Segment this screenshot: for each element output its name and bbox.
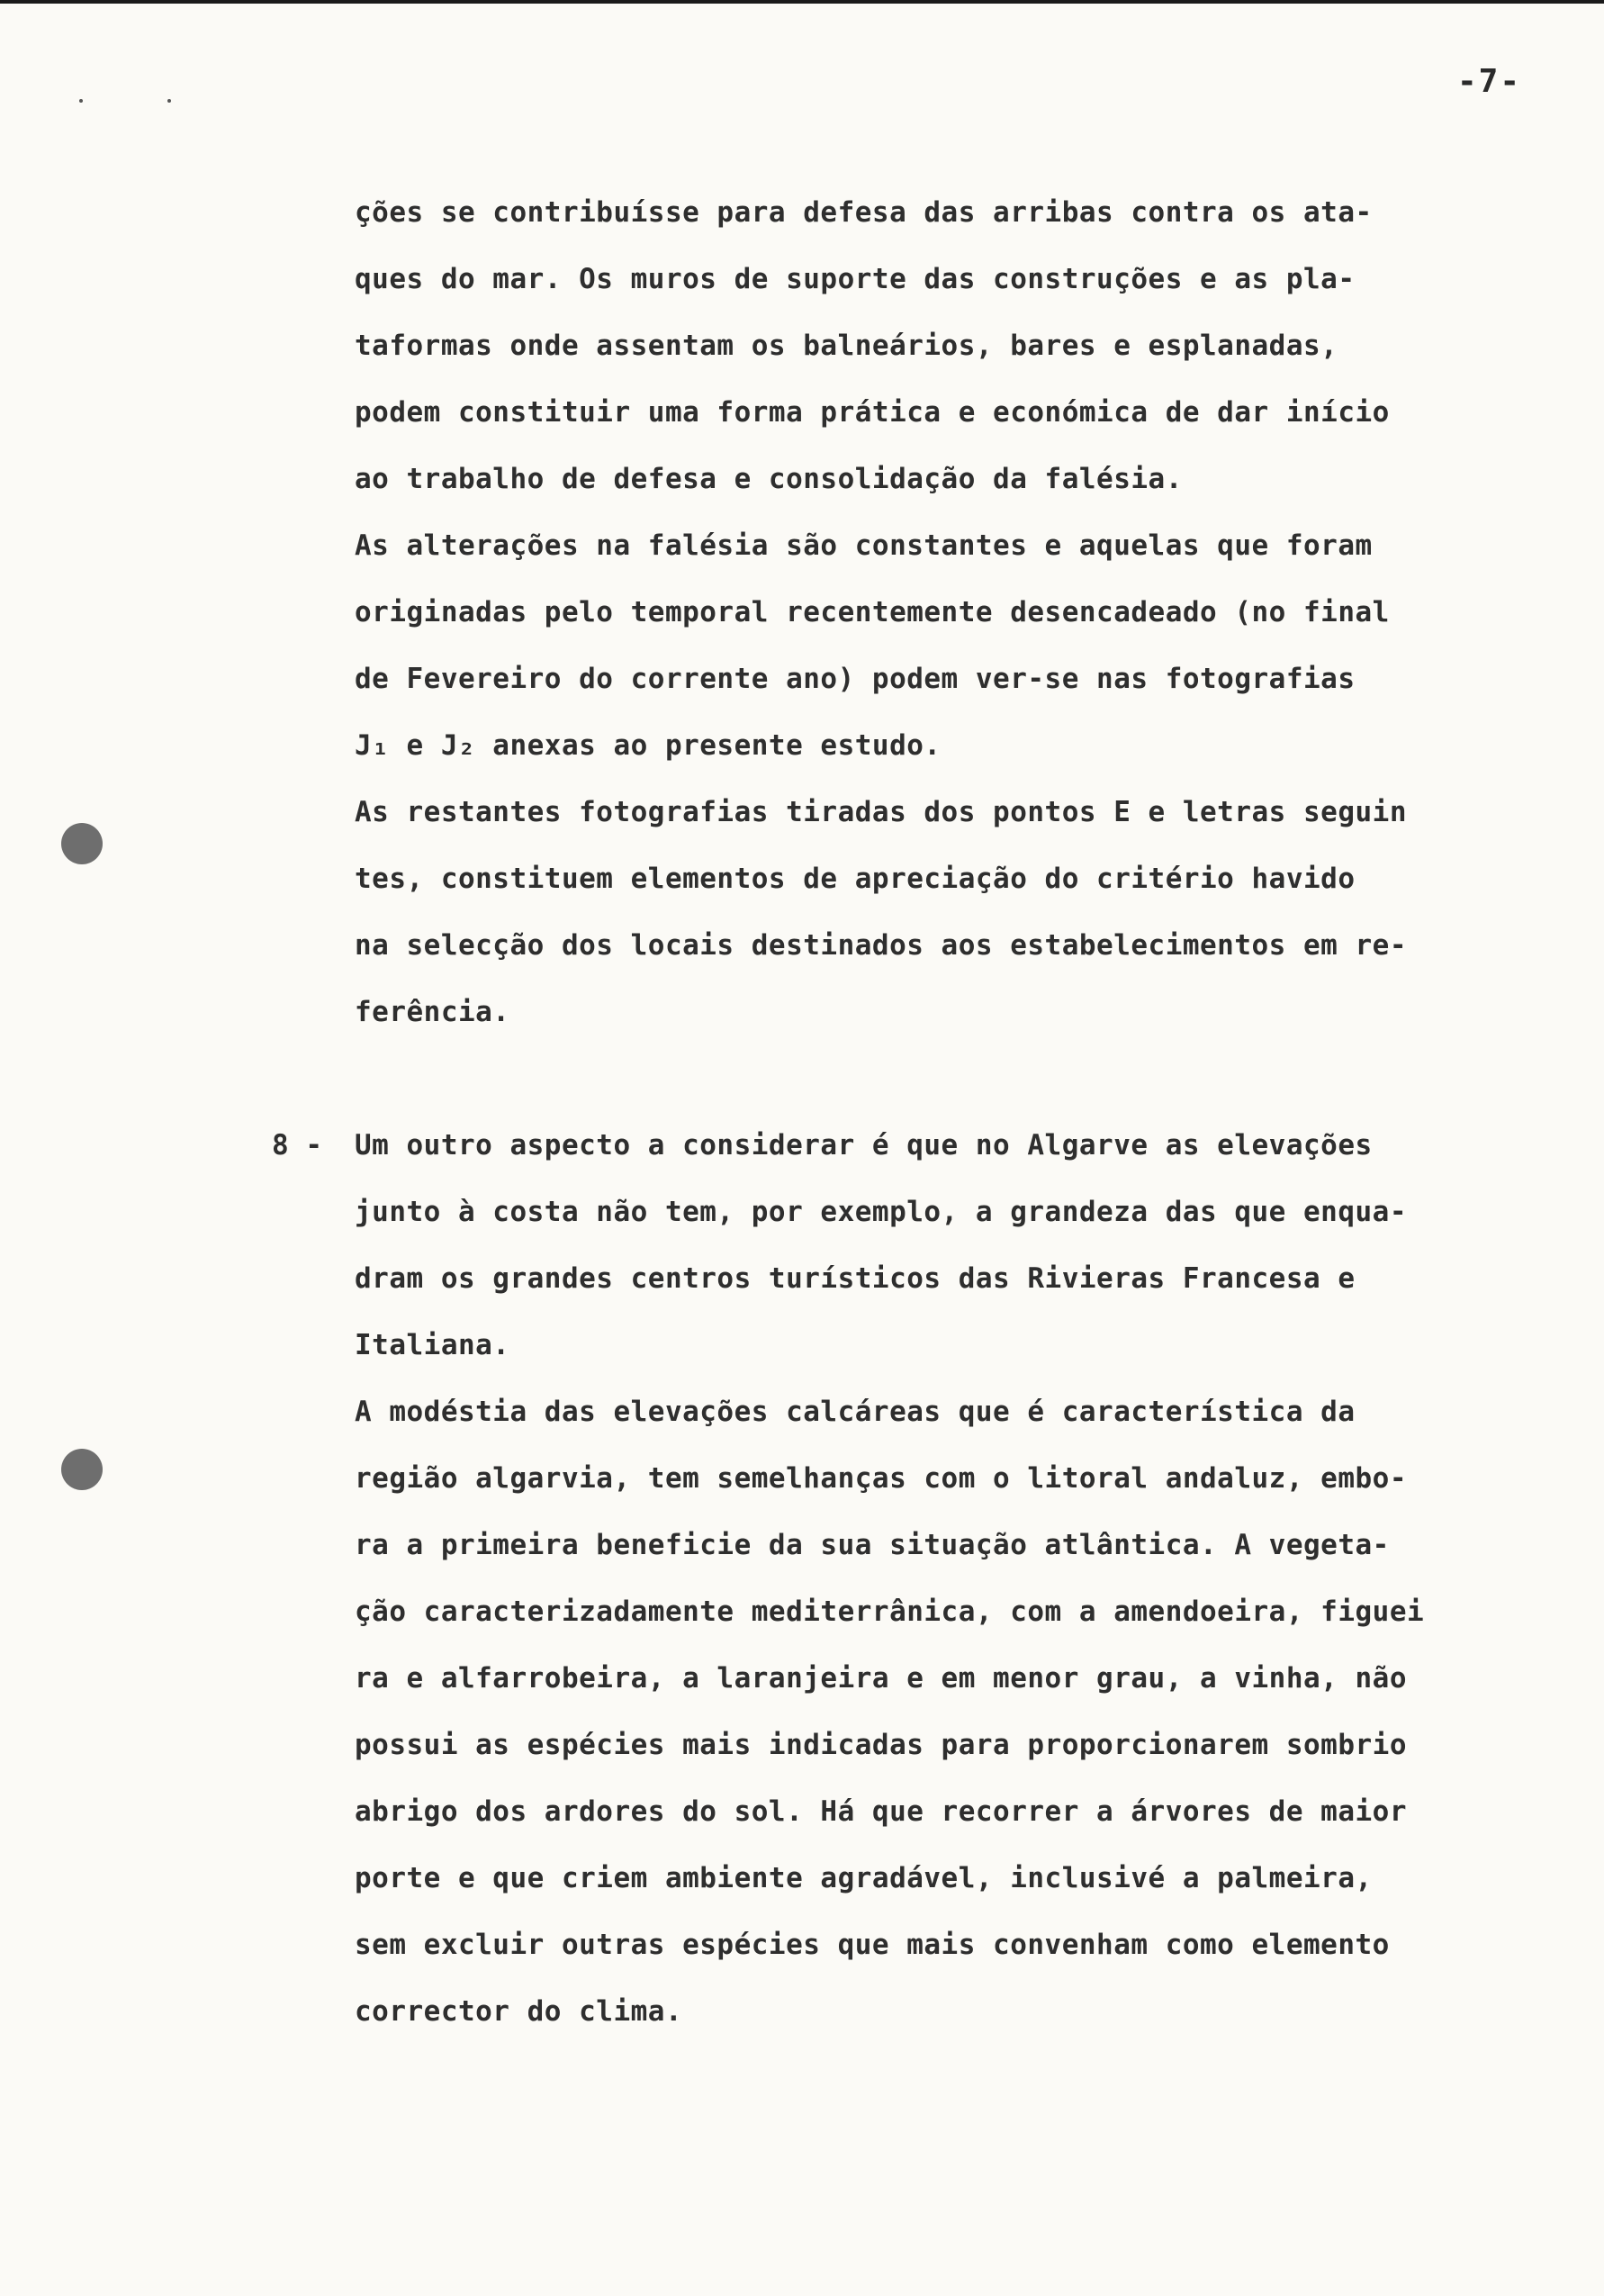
text-line: porte e que criem ambiente agradável, inclusivé a palmeira, xyxy=(355,1862,1373,1894)
punch-hole xyxy=(61,1449,103,1490)
text-line: sem excluir outras espécies que mais convenham como elemento xyxy=(355,1929,1390,1961)
text-line: podem constituir uma forma prática e económica de dar início xyxy=(355,396,1390,429)
text-line: corrector do clima. xyxy=(355,1995,683,2028)
section-marker: 8 - xyxy=(272,1129,322,1162)
speck xyxy=(79,99,83,103)
text-line: Um outro aspecto a considerar é que no Algarve as elevações xyxy=(355,1129,1373,1162)
text-line: ções se contribuísse para defesa das arribas contra os ata- xyxy=(355,196,1373,229)
text-line: As restantes fotografias tiradas dos pontos E e letras seguin xyxy=(355,796,1407,828)
text-line: originadas pelo temporal recentemente desencadeado (no final xyxy=(355,596,1390,628)
speck xyxy=(167,99,171,103)
page-number: -7- xyxy=(1456,63,1521,100)
text-line: Italiana. xyxy=(355,1329,510,1361)
text-line: ção caracterizadamente mediterrânica, com a amendoeira, figuei xyxy=(355,1595,1425,1628)
text-line: abrigo dos ardores do sol. Há que recorrer a árvores de maior xyxy=(355,1795,1407,1828)
text-line: de Fevereiro do corrente ano) podem ver-se nas fotografias xyxy=(355,663,1356,695)
text-line: ferência. xyxy=(355,996,510,1028)
text-line: junto à costa não tem, por exemplo, a grandeza das que enqua- xyxy=(355,1196,1407,1228)
text-line: taformas onde assentam os balneários, bares e esplanadas, xyxy=(355,330,1338,362)
text-line: A modéstia das elevações calcáreas que é característica da xyxy=(355,1396,1356,1428)
text-line: tes, constituem elementos de apreciação do critério havido xyxy=(355,863,1356,895)
text-line: J₁ e J₂ anexas ao presente estudo. xyxy=(355,729,942,762)
text-line: ques do mar. Os muros de suporte das construções e as pla- xyxy=(355,263,1356,295)
text-line: possui as espécies mais indicadas para proporcionarem sombrio xyxy=(355,1729,1407,1761)
text-line: na selecção dos locais destinados aos estabelecimentos em re- xyxy=(355,929,1407,962)
text-line: ao trabalho de defesa e consolidação da falésia. xyxy=(355,463,1183,495)
text-line: região algarvia, tem semelhanças com o litoral andaluz, embo- xyxy=(355,1462,1407,1495)
punch-hole xyxy=(61,823,103,864)
text-line: ra a primeira beneficie da sua situação atlântica. A vegeta- xyxy=(355,1529,1390,1561)
text-line: dram os grandes centros turísticos das Rivieras Francesa e xyxy=(355,1262,1356,1295)
text-line: ra e alfarrobeira, a laranjeira e em menor grau, a vinha, não xyxy=(355,1662,1407,1695)
text-line: As alterações na falésia são constantes e aquelas que foram xyxy=(355,529,1373,562)
top-border xyxy=(0,0,1604,4)
